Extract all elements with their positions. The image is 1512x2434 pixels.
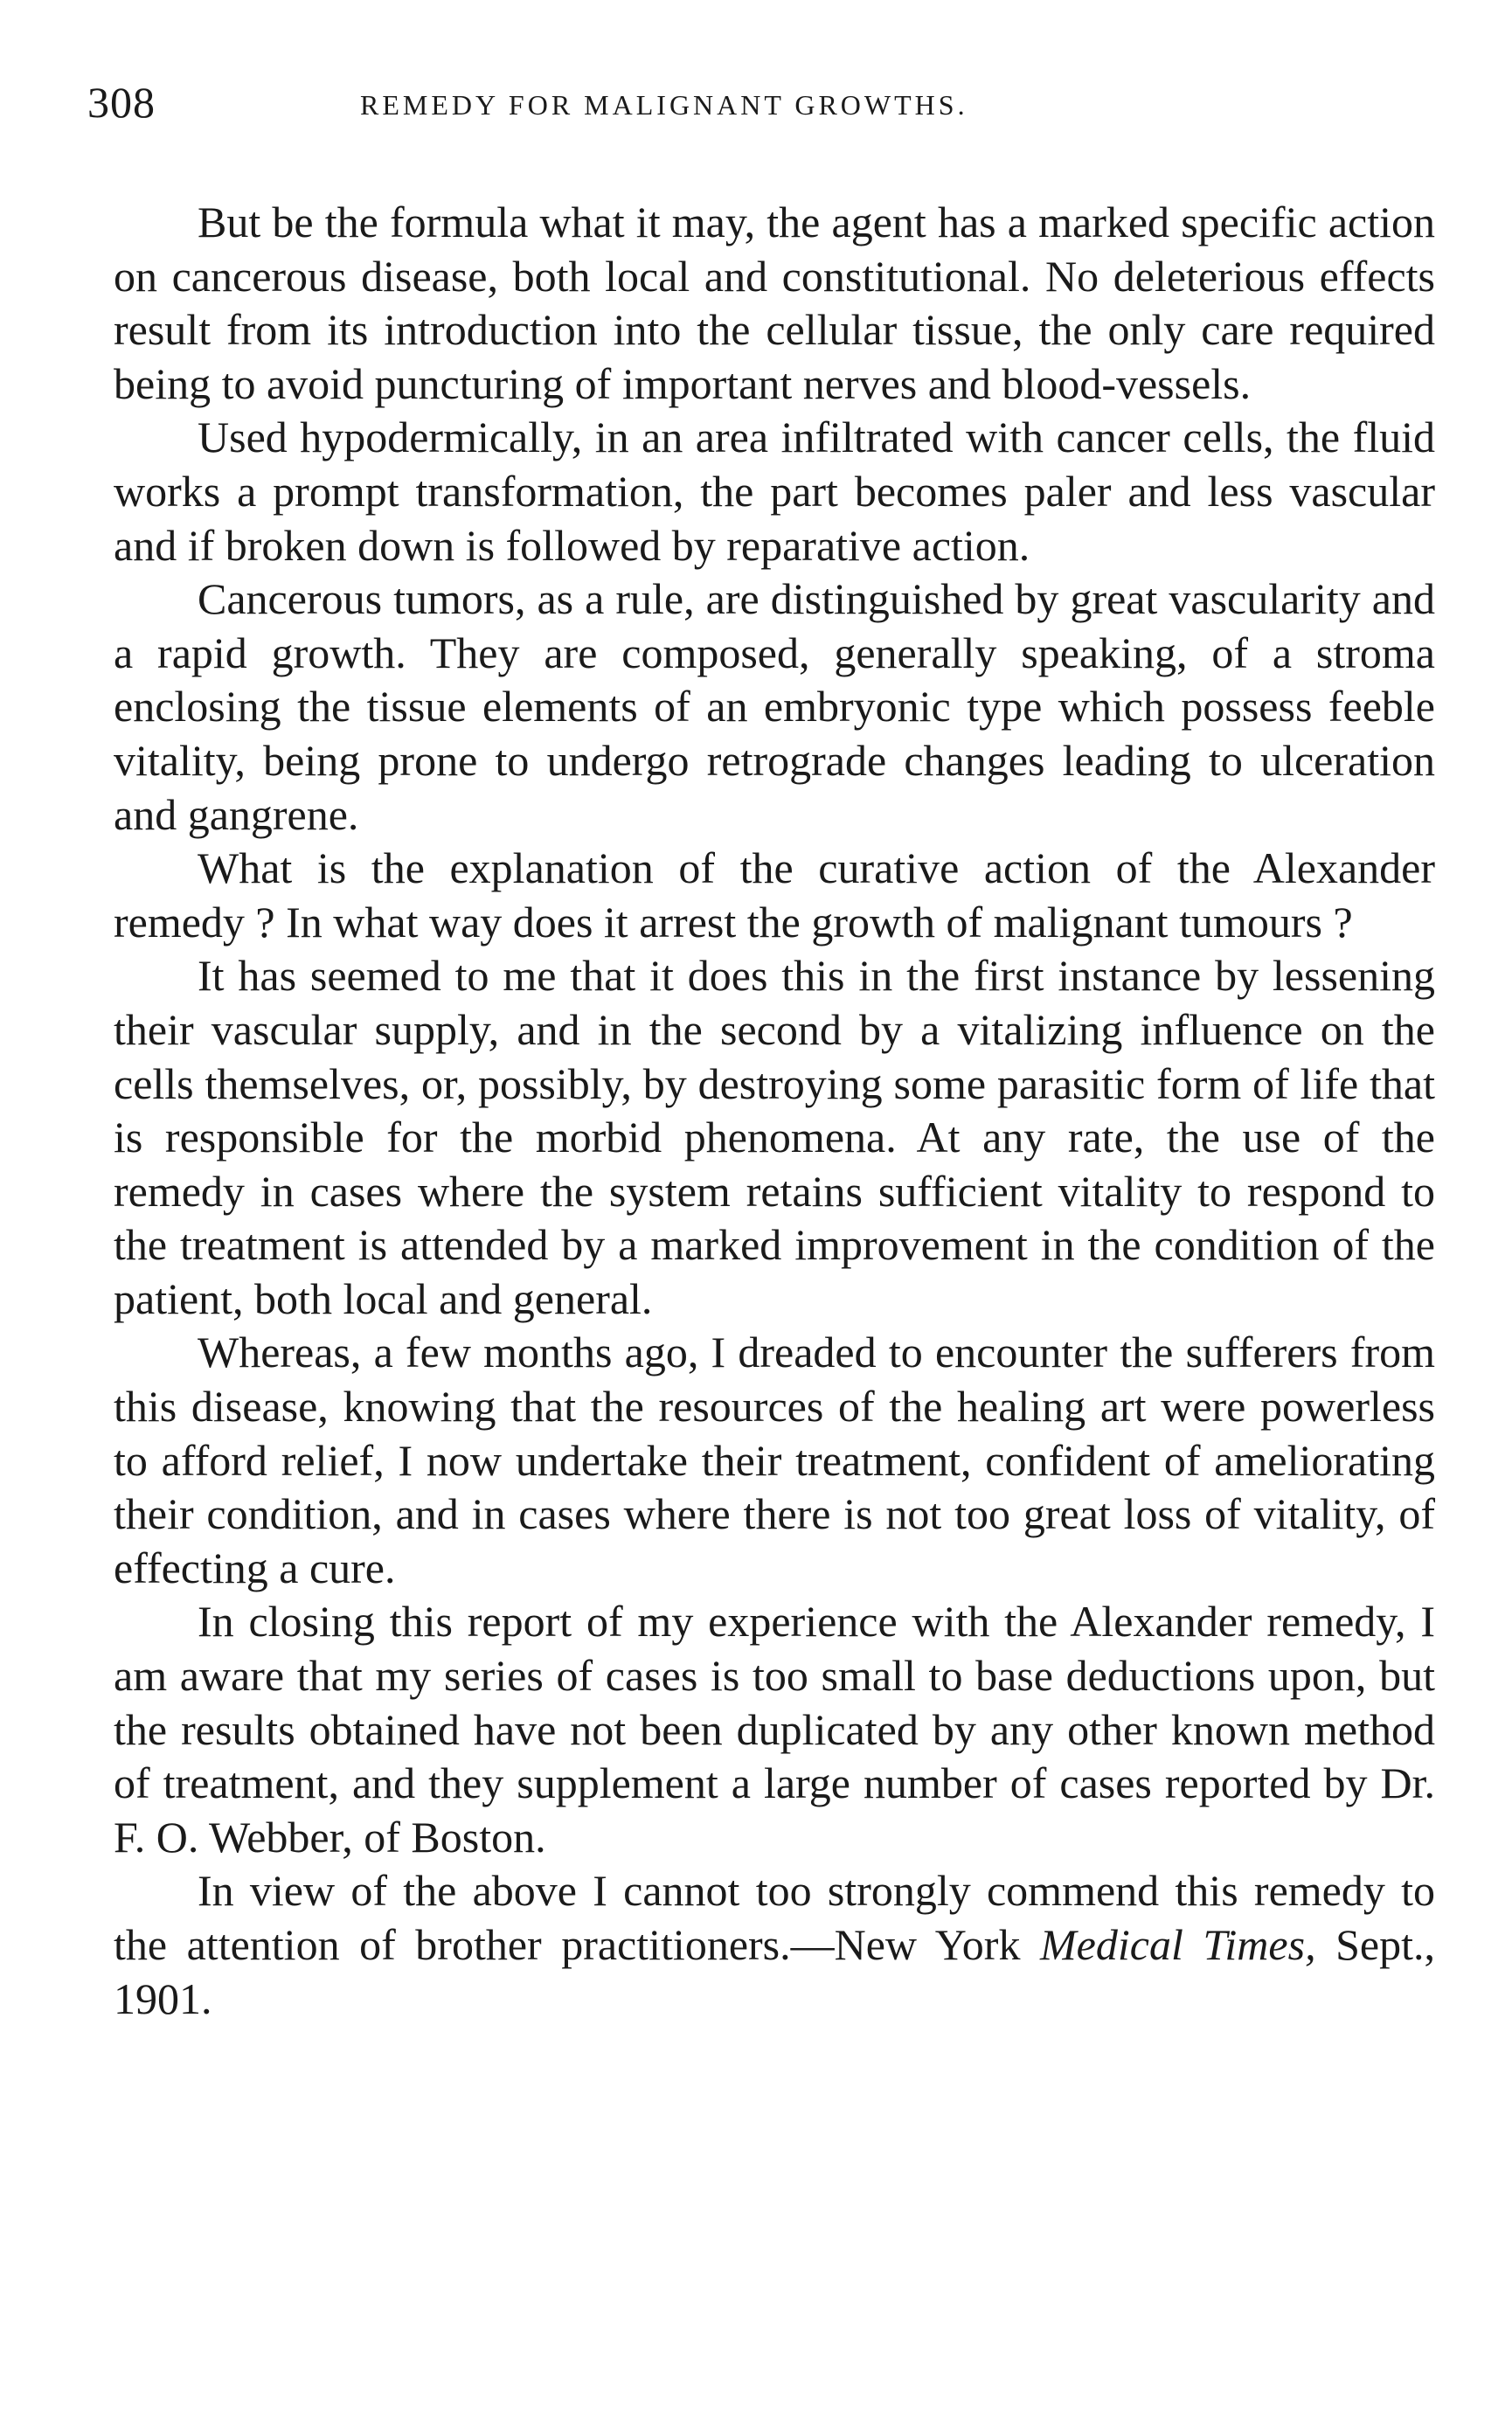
running-title: REMEDY FOR MALIGNANT GROWTHS.: [360, 89, 968, 121]
book-page: [87, 77, 1436, 2026]
paragraph-hypodermic-use: Used hypodermically, in an area infiltrated with cancer cells, the fluid works a prompt transformation, the part becomes paler and less vascular and if broken down is followed by reparative action.: [114, 413, 1435, 570]
paragraph-treatment-confidence: Whereas, a few months ago, I dreaded to encounter the sufferers from this disease, knowing that the resources of the healing art were powerless to afford relief, I now undertake their treatment, confident of ameliorating their condition, and in cases where there is not too great loss of vitality, of effecting a cure.: [114, 1328, 1435, 1592]
paragraph-mechanism: It has seemed to me that it does this in the first instance by lessening their vascular supply, and in the second by a vitalizing influence on the cells themselves, or, possibly, by destroying some parasitic form of life that is responsible for the morbid phenomena. At any rate, the use of the remedy in cases where the system retains sufficient vitality to respond to the treatment is attended by a marked improvement in the condition of the patient, both local and general.: [114, 951, 1435, 1323]
paragraph-formula: But be the formula what it may, the agent has a marked specific action on cancerous disease, both local and constitutional. No deleterious effects result from its introduction into the cellular tissue, the only care required being to avoid puncturing of important nerves and blood-vessels.: [114, 198, 1435, 408]
paragraph-recommendation: [114, 1864, 1435, 2026]
paragraph-cancerous-tumors: Cancerous tumors, as a rule, are distinguished by great vascularity and a rapid growth. They are composed, generally speaking, of a stroma enclosing the tissue elements of an embryonic type which possess feeble vitality, being prone to undergo retrograde changes leading to ulceration and gangrene.: [114, 574, 1435, 839]
paragraph-explanation-question: What is the explanation of the curative action of the Alexander remedy ? In what way does it arrest the growth of malignant tumours ?: [114, 843, 1435, 947]
article-body: [114, 196, 1435, 2026]
source-date: Sept., 1901.: [114, 1920, 1436, 2023]
recommendation-text: In view of the above I cannot too strongly commend this remedy to the attention of brother practitioners.—New York: [114, 1866, 1435, 1969]
running-head: [87, 77, 1435, 129]
paragraph-closing-report: In closing this report of my experience with the Alexander remedy, I am aware that my series of cases is too small to base deductions upon, but the results obtained have not been duplicated by any other known method of treatment, and they supplement a large number of cases reported by Dr. F. O. Webber, of Boston.: [114, 1597, 1435, 1862]
page-number: 308: [87, 78, 156, 127]
source-publication: Medical Times,: [1040, 1920, 1316, 1969]
